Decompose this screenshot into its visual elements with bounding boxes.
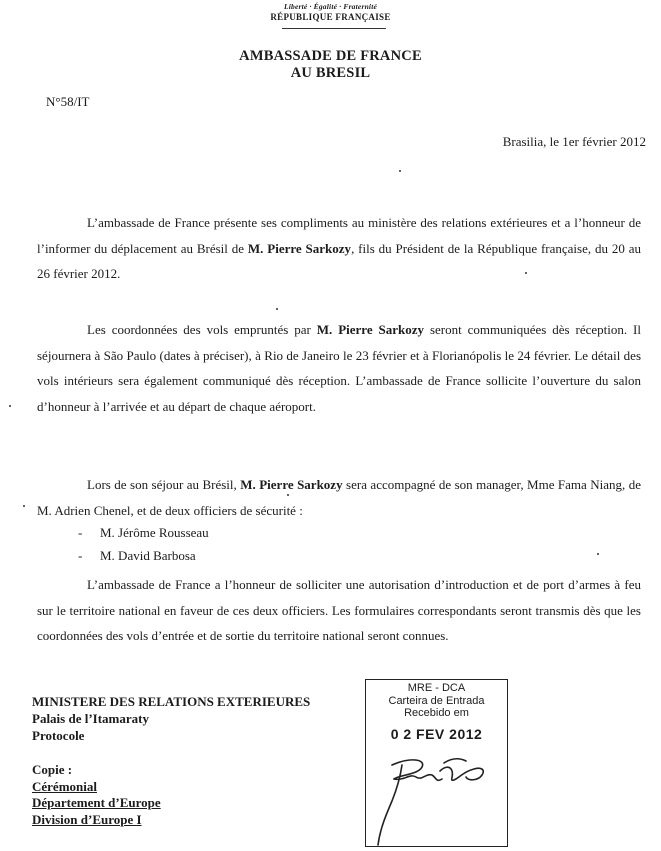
letterhead-rule (282, 28, 386, 29)
bold-name: M. Pierre Sarkozy (240, 477, 343, 492)
paragraph-3 (37, 472, 641, 523)
list-bullet: - (78, 548, 83, 563)
scan-speck (597, 553, 599, 555)
paragraph-1 (37, 210, 641, 287)
paragraph-2-text: Les coordonnées des vols empruntés par M. Pierre Sarkozy seront communiquées dès réception. Il séjournera à São Paulo (dates à préciser), à Rio de Janeiro le 23 février et à Florianópolis le 24 février. Le détail des vols intérieurs sera également communiqué dès réception. L’ambassade de France sollicite l’ouverture du salon d’honneur à l’arrivée et au départ de chaque aéroport. (37, 322, 641, 414)
addressee-ministry: MINISTERE DES RELATIONS EXTERIEURES (32, 694, 311, 709)
bold-name: M. Pierre Sarkozy (316, 322, 425, 337)
scan-speck (23, 505, 25, 507)
reference-number: N°58/IT (46, 94, 90, 109)
embassy-title: AMBASSADE DE FRANCE (239, 48, 422, 64)
scan-speck (276, 308, 278, 310)
copies-label: Copie : (32, 762, 73, 777)
stamp-register: Carteira de Entrada (388, 694, 485, 707)
republic-motto: Liberté · Égalité · Fraternité (283, 2, 378, 11)
paragraph-2 (37, 317, 641, 419)
officer-item (78, 544, 209, 567)
scan-speck (9, 405, 11, 407)
officer-name: M. David Barbosa (100, 548, 196, 563)
addressee-department: Protocole (32, 728, 85, 743)
letter-date: Brasilia, le 1er février 2012 (502, 134, 646, 149)
embassy-subtitle: AU BRESIL (290, 65, 371, 81)
officers-list (78, 521, 209, 567)
paragraph-1-text: L’ambassade de France présente ses compliments au ministère des relations extérieures et a l’honneur de l’informer du déplacement au Brésil de M. Pierre Sarkozy, fils du Président de la République française, du 20 au 26 février 2012. (37, 215, 641, 281)
copy-recipient: Division d’Europe I (32, 811, 142, 827)
copies-block (32, 762, 161, 828)
list-bullet: - (78, 525, 83, 540)
stamp-date: 0 2 FEV 2012 (390, 725, 483, 742)
republic-heading: RÉPUBLIQUE FRANÇAISE (270, 12, 391, 22)
closing-paragraph-text: L’ambassade de France a l’honneur de solliciter une autorisation d’introduction et de port d’armes à feu sur le territoire national en faveur de ces deux officiers. Les formulaires correspondants seront transmis dès que les coordonnées des vols d’entrée et de sortie du territoire national seront connues. (37, 577, 641, 643)
addressee-palace: Palais de l’Itamaraty (32, 711, 149, 726)
paragraph-3-text: Lors de son séjour au Brésil, M. Pierre Sarkozy sera accompagné de son manager, Mme Fama Niang, de M. Adrien Chenel, et de deux officiers de sécurité : (37, 477, 642, 518)
stamp-received-label: Recebido em (404, 707, 469, 719)
handwritten-signature (370, 745, 500, 851)
bold-name: M. Pierre Sarkozy (247, 240, 352, 256)
officer-item (78, 521, 209, 544)
stamp-office: MRE - DCA (407, 682, 466, 694)
copy-recipient: Département d’Europe (32, 795, 161, 810)
addressee-block (32, 693, 310, 744)
copy-recipient: Cérémonial (32, 778, 97, 794)
scan-speck (525, 272, 527, 274)
scan-speck (287, 494, 289, 496)
closing-paragraph (37, 572, 641, 649)
scan-speck (399, 170, 401, 172)
officer-name: M. Jérôme Rousseau (100, 525, 209, 540)
